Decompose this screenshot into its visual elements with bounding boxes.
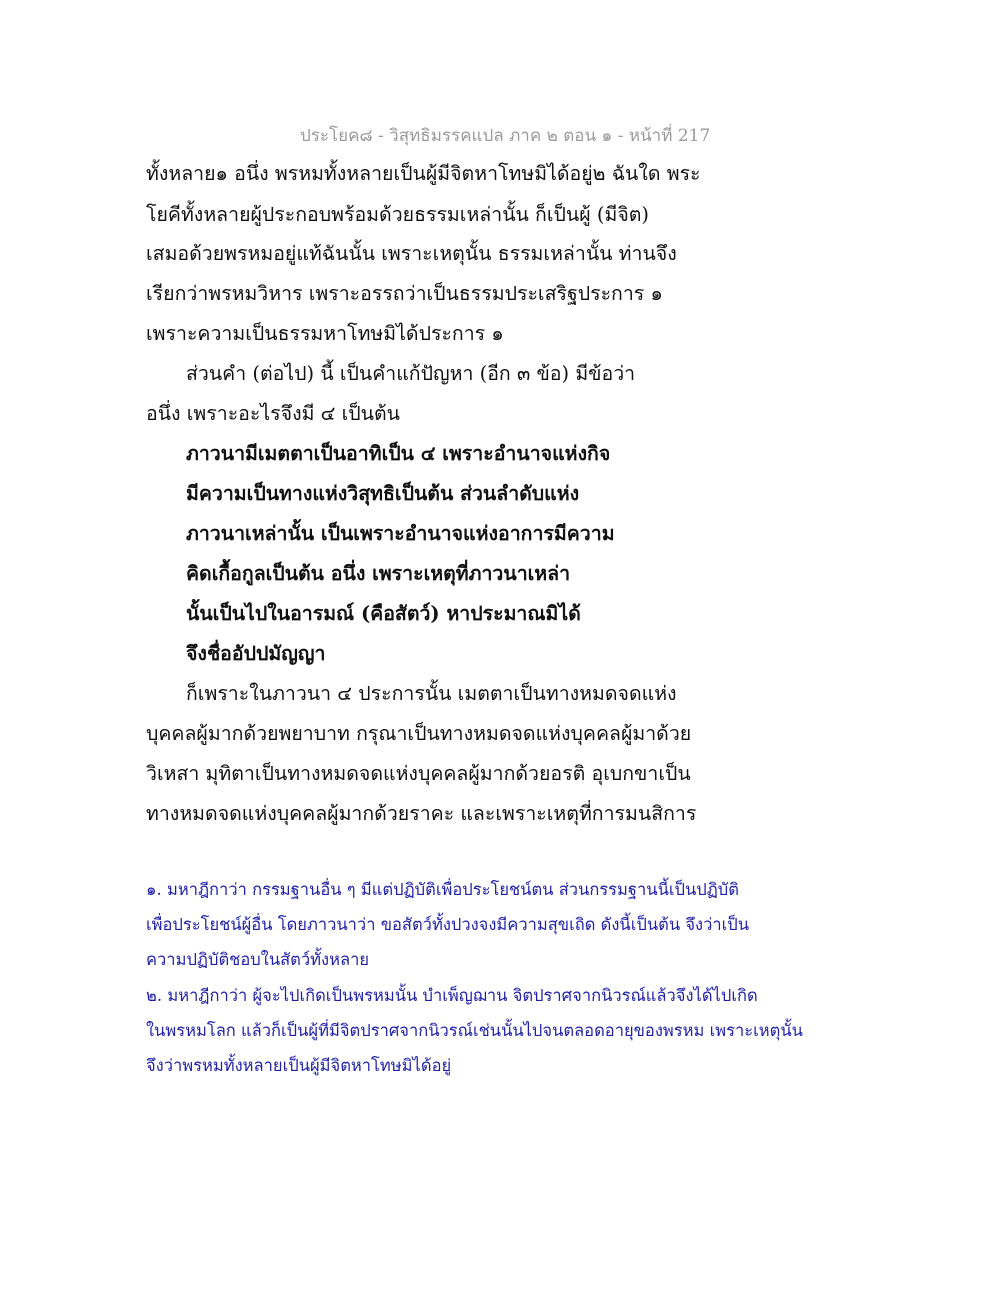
verse-line: จึงชื่ออัปปมัญญา [186,642,326,665]
body-line: ส่วนคำ (ต่อไป) นี้ เป็นคำแก้ปัญหา (อีก ๓ ข้อ) มีข้อว่า [186,362,636,385]
footnote-line: ๒. มหาฎีกาว่า ผู้จะไปเกิดเป็นพรหมนั้น บำเพ็ญฌาน จิตปราศจากนิวรณ์แล้วจึงได้ไปเกิด [146,986,758,1005]
body-line: เรียกว่าพรหมวิหาร เพราะอรรถว่าเป็นธรรมประเสริฐประการ ๑ [146,282,663,305]
footnote-line: ในพรหมโลก แล้วก็เป็นผู้ที่มีจิตปราศจากนิวรณ์เช่นนั้นไปจนตลอดอายุของพรหม เพราะเหตุนั้น [146,1021,803,1040]
verse-line: คิดเกื้อกูลเป็นต้น อนึ่ง เพราะเหตุที่ภาวนาเหล่า [186,562,571,585]
body-line: เพราะความเป็นธรรมหาโทษมิได้ประการ ๑ [146,322,504,345]
verse-line: มีความเป็นทางแห่งวิสุทธิเป็นต้น ส่วนลำดับแห่ง [186,482,580,505]
body-line: วิเหสา มุทิตาเป็นทางหมดจดแห่งบุคคลผู้มากด้วยอรติ อุเบกขาเป็น [146,762,691,785]
body-line: เสมอด้วยพรหมอยู่แท้ฉันนั้น เพราะเหตุนั้น ธรรมเหล่านั้น ท่านจึง [146,242,677,265]
footnote-line: เพื่อประโยชน์ผู้อื่น โดยภาวนาว่า ขอสัตว์ทั้งปวงจงมีความสุขเถิด ดังนี้เป็นต้น จึงว่าเป็น [146,915,749,934]
verse-line: ภาวนาเหล่านั้น เป็นเพราะอำนาจแห่งอาการมีความ [186,522,615,545]
body-line: ทางหมดจดแห่งบุคคลผู้มากด้วยราคะ และเพราะเหตุที่การมนสิการ [146,802,697,825]
body-line: โยคีทั้งหลายผู้ประกอบพร้อมด้วยธรรมเหล่านั้น ก็เป็นผู้ (มีจิต) [146,203,650,226]
body-line: ทั้งหลาย๑ อนึ่ง พรหมทั้งหลายเป็นผู้มีจิตหาโทษมิได้อยู่๒ ฉันใด พระ [146,162,701,185]
body-line: บุคคลผู้มากด้วยพยาบาท กรุณาเป็นทางหมดจดแห่งบุคคลผู้มาด้วย [146,722,692,745]
page-header: ประโยค๘ - วิสุทธิมรรคแปล ภาค ๒ ตอน ๑ - หน้าที่ 217 [300,126,711,146]
footnote-line: จึงว่าพรหมทั้งหลายเป็นผู้มีจิตหาโทษมิได้อยู่ [146,1056,452,1075]
verse-line: ภาวนามีเมตตาเป็นอาทิเป็น ๔ เพราะอำนาจแห่งกิจ [186,442,611,465]
footnote-line: ความปฏิบัติชอบในสัตว์ทั้งหลาย [146,950,370,969]
verse-line: นั้นเป็นไปในอารมณ์ (คือสัตว์) หาประมาณมิได้ [186,602,581,625]
body-line: ก็เพราะในภาวนา ๔ ประการนั้น เมตตาเป็นทางหมดจดแห่ง [186,682,677,705]
footnote-line: ๑. มหาฎีกาว่า กรรมฐานอื่น ๆ มีแต่ปฏิบัติเพื่อประโยชน์ตน ส่วนกรรมฐานนี้เป็นปฏิบัติ [146,880,739,899]
body-line: อนึ่ง เพราะอะไรจึงมี ๔ เป็นต้น [146,402,400,425]
